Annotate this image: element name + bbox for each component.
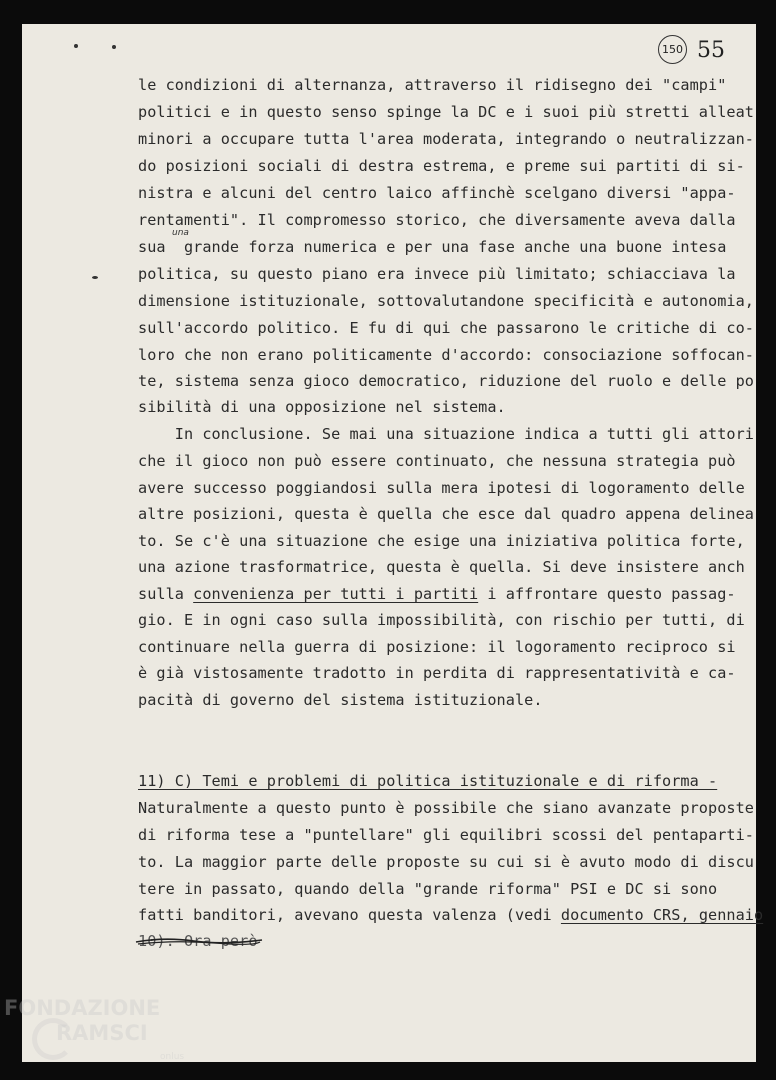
text-line: tere in passato, quando della "grande riforma" PSI e DC si sono [138,880,718,898]
text-line: di riforma tese a "puntellare" gli equilibri scossi del pentaparti- [138,826,754,844]
underlined-phrase: convenienza per tutti i partiti [193,585,479,603]
punch-mark [112,45,116,49]
text-line: rentamenti". Il compromesso storico, che diversamente aveva dalla [138,211,736,229]
underlined-phrase: documento CRS, gennaio [560,906,764,924]
text-line: sibilità di una opposizione nel sistema. [138,398,506,416]
watermark-gramsci: RAMSCI [56,1021,148,1045]
strikethrough-scribble [134,935,264,947]
text-line: continuare nella guerra di posizione: il logoramento reciproco si [138,638,736,656]
text-line: te, sistema senza gioco democratico, riduzione del ruolo e delle po [138,372,754,390]
text-line: avere successo poggiandosi sulla mera ipotesi di logoramento delle [138,479,745,497]
text-line: In conclusione. Se mai una situazione indica a tutti gli attori [138,425,754,443]
text-line: è già vistosamente tradotto in perdita di rappresentatività e ca- [138,664,736,682]
text-line: politica, su questo piano era invece più limitato; schiacciava la [138,265,736,283]
text-line: to. La maggior parte delle proposte su cui si è avuto modo di discu [138,853,754,871]
text-fragment: i affrontare questo passag- [478,585,736,603]
margin-mark [92,276,98,279]
text-line: le condizioni di alternanza, attraverso il ridisegno dei "campi" [138,76,727,94]
page-number: 55 [697,38,725,63]
text-line: nistra e alcuni del centro laico affinchè scelgano diversi "appa- [138,184,736,202]
text-line: pacità di governo del sistema istituzionale. [138,691,543,709]
archive-number: 150 [658,35,687,64]
handwritten-insertion: una [172,228,189,238]
text-line: una azione trasformatrice, questa è quella. Si deve insistere anch [138,558,745,576]
punch-mark [74,44,78,48]
text-fragment: sulla [138,585,194,603]
text-line: minori a occupare tutta l'area moderata, integrando o neutralizzan- [138,130,754,148]
text-line: to. Se c'è una situazione che esige una iniziativa politica forte, [138,532,745,550]
watermark-fondazione: FONDAZIONE [4,996,161,1020]
text-line: sua grande forza numerica e per una fase anche una buone intesa [138,238,727,256]
watermark-onlus: onlus [160,1052,185,1062]
text-line [138,906,763,924]
text-line: altre posizioni, questa è quella che esce dal quadro appena delinea [138,505,754,523]
text-line: sull'accordo politico. E fu di qui che passarono le critiche di co- [138,319,754,337]
struck-text: 10). Ora però [138,932,258,950]
text-line: dimensione istituzionale, sottovalutandone specificità e autonomia, [138,292,754,310]
text-line: che il gioco non può essere continuato, che nessuna strategia può [138,452,736,470]
text-line: Naturalmente a questo punto è possibile che siano avanzate proposte [138,799,754,817]
text-line: do posizioni sociali di destra estrema, e preme sui partiti di si- [138,157,745,175]
text-line [138,585,736,603]
text-line: politici e in questo senso spinge la DC e i suoi più stretti alleat [138,103,754,121]
section-heading: 11) C) Temi e problemi di politica istituzionale e di riforma - [138,772,718,790]
text-fragment: fatti banditori, avevano questa valenza (vedi [138,906,561,924]
text-line: loro che non erano politicamente d'accordo: consociazione soffocan- [138,346,754,364]
text-line: gio. E in ogni caso sulla impossibilità, con rischio per tutti, di [138,611,745,629]
